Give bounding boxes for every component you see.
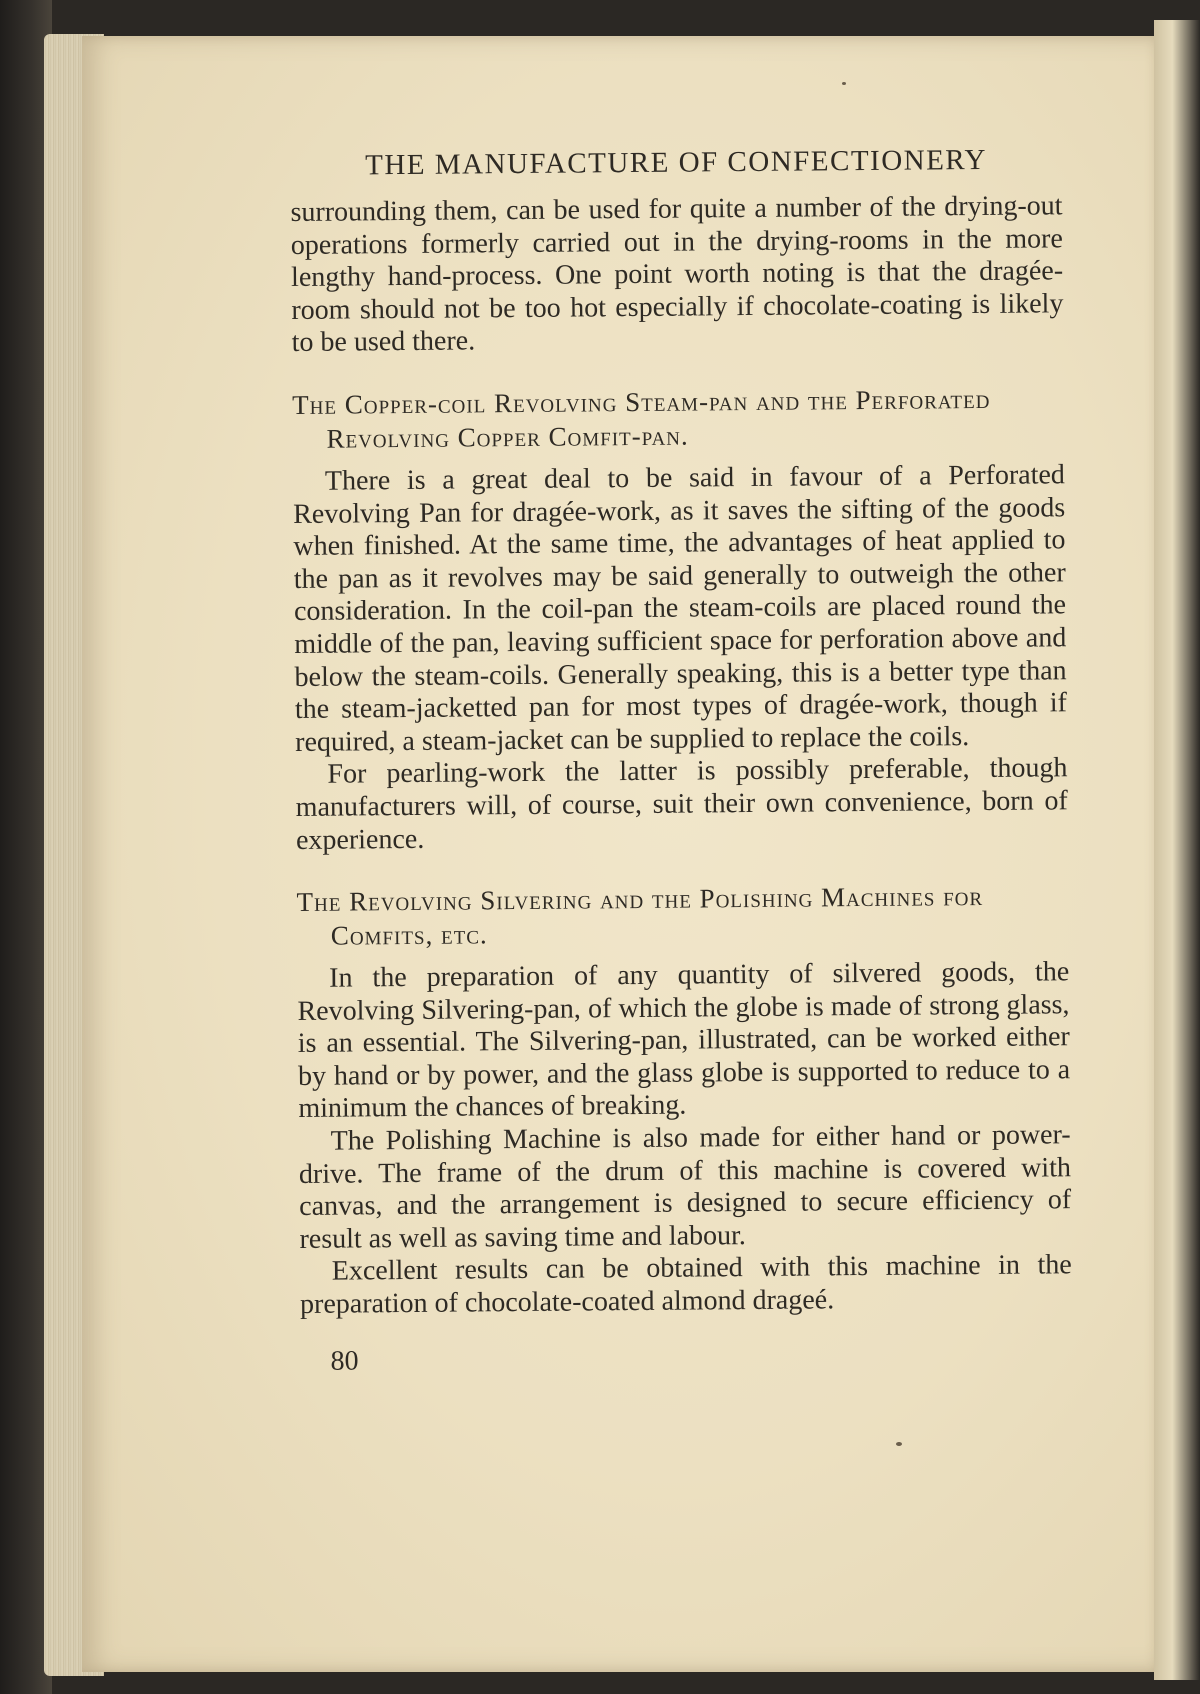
paragraph: Excellent results can be obtained with this machine in the preparation of chocolate-coated almond drageé.: [299, 1249, 1072, 1320]
paragraph: In the preparation of any quantity of silvered goods, the Revolving Silvering-pan, of which the globe is made of strong glass, is an essential. The Silvering-pan, illustrated, can be worked either by hand or by power, and the glass globe is supported to reduce to a minimum the chances of breaking.: [297, 956, 1071, 1125]
running-head: THE MANUFACTURE OF CONFECTIONERY: [365, 143, 988, 182]
opening-paragraph: surrounding them, can be used for quite a number of the drying-out operations formerly carried out in the drying-rooms in the more lengthy hand-process. One point worth noting is that the dragée-room should not be too hot especially if chocolate-coating is likely to be used there.: [290, 190, 1064, 359]
page-text: [290, 143, 1073, 1377]
paragraph: There is a great deal to be said in favour of a Perforated Revolving Pan for dragée-work, as it saves the sifting of the goods when finished. At the same time, the advantages of heat applied to the pan as it revolves may be said generally to outweigh the other consideration. In the coil-pan the steam-coils are placed round the middle of the pan, leaving sufficient space for perforation above and below the steam-coils. Generally speaking, this is a better type than the steam-jacketted pan for most types of dragée-work, though if required, a steam-jacket can be supplied to replace the coils.: [293, 459, 1067, 758]
paper-speck: [842, 82, 846, 85]
paragraph: For pearling-work the latter is possibly preferable, though manufacturers will, of course, suit their own convenience, born of experience.: [295, 752, 1068, 856]
paper-speck: [896, 1442, 902, 1446]
next-page-edge: [1154, 20, 1200, 1680]
paragraph: The Polishing Machine is also made for either hand or power-drive. The frame of the drum of this machine is covered with canvas, and the arrangement is designed to secure efficiency of result as well as saving time and labour.: [298, 1119, 1072, 1255]
section-heading-copper-coil: The Copper-coil Revolving Steam-pan and the Perforated Revolving Copper Comfit-pan.: [292, 383, 991, 454]
section-heading-silvering: The Revolving Silvering and the Polishing Machines for Comfits, etc.: [296, 881, 984, 951]
page-number: 80: [330, 1345, 359, 1377]
